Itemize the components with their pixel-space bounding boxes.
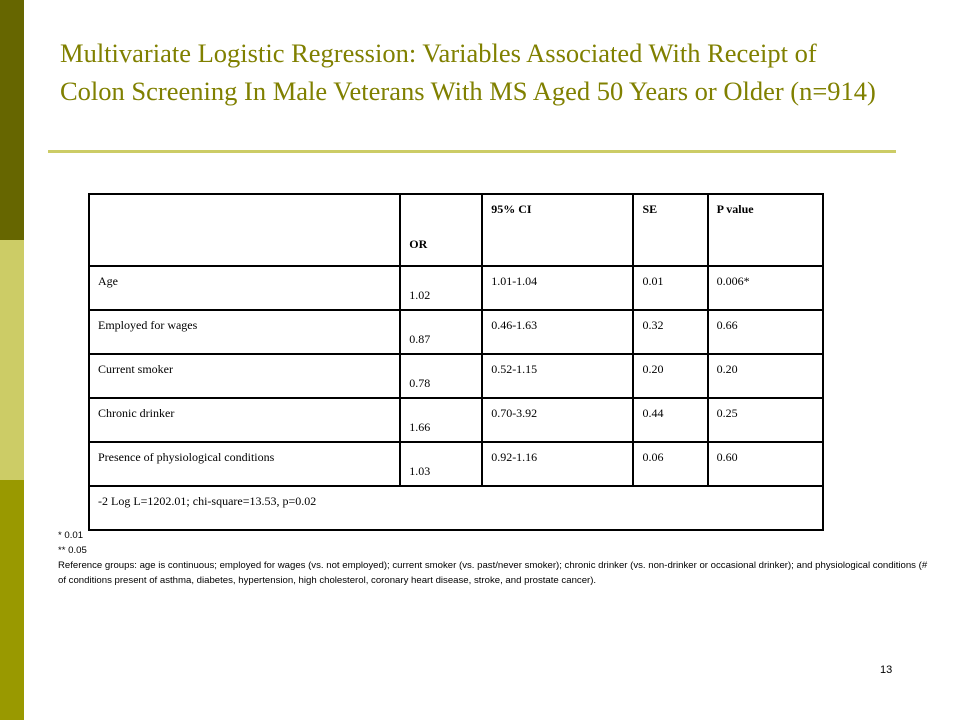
footnote-significance-2: ** 0.05 — [58, 545, 87, 556]
header-se: SE — [633, 194, 707, 266]
title-divider — [48, 150, 896, 153]
table-header-row — [89, 194, 823, 266]
cell-ci: 0.52-1.15 — [482, 354, 633, 398]
cell-variable: Employed for wages — [89, 310, 400, 354]
cell-or: 0.87 — [400, 310, 482, 354]
table-row — [89, 266, 823, 310]
table-row — [89, 310, 823, 354]
cell-variable: Age — [89, 266, 400, 310]
cell-p: 0.006* — [708, 266, 823, 310]
footnotes — [58, 528, 930, 588]
sidebar-stripe-light — [0, 240, 24, 480]
cell-p: 0.60 — [708, 442, 823, 486]
cell-p: 0.20 — [708, 354, 823, 398]
cell-or: 1.03 — [400, 442, 482, 486]
cell-or: 0.78 — [400, 354, 482, 398]
cell-ci: 1.01-1.04 — [482, 266, 633, 310]
cell-ci: 0.92-1.16 — [482, 442, 633, 486]
cell-p: 0.66 — [708, 310, 823, 354]
cell-se: 0.06 — [633, 442, 707, 486]
page-number: 13 — [880, 664, 893, 676]
cell-se: 0.01 — [633, 266, 707, 310]
cell-or: 1.02 — [400, 266, 482, 310]
regression-table — [88, 193, 824, 531]
cell-se: 0.20 — [633, 354, 707, 398]
cell-variable: Chronic drinker — [89, 398, 400, 442]
slide-title: Multivariate Logistic Regression: Variables Associated With Receipt of Colon Screening In Male Veterans With MS Aged 50 Years or Older (n=914) — [60, 38, 876, 106]
cell-ci: 0.46-1.63 — [482, 310, 633, 354]
table-row — [89, 398, 823, 442]
header-variable — [89, 194, 400, 266]
footnote-significance-1: * 0.01 — [58, 530, 84, 541]
header-ci: 95% CI — [482, 194, 633, 266]
sidebar-stripe-dark — [0, 0, 24, 240]
table-row — [89, 354, 823, 398]
footnote-reference-groups: Reference groups: age is continuous; employed for wages (vs. not employed); current smoker (vs. past/never smoker); chronic drinker (vs. non-drinker or occasional drinker); and physiological conditions (# of conditions present of asthma, diabetes, hypertension, high cholesterol, coronary heart disease, stroke, and prostate cancer). — [58, 560, 928, 586]
cell-variable: Presence of physiological conditions — [89, 442, 400, 486]
cell-p: 0.25 — [708, 398, 823, 442]
sidebar-stripe-mid — [0, 480, 24, 720]
model-fit-statistics: -2 Log L=1202.01; chi-square=13.53, p=0.02 — [89, 486, 823, 530]
header-p-value: P value — [708, 194, 823, 266]
table-footer-row — [89, 486, 823, 530]
header-or: OR — [400, 194, 482, 266]
table-row — [89, 442, 823, 486]
cell-or: 1.66 — [400, 398, 482, 442]
cell-ci: 0.70-3.92 — [482, 398, 633, 442]
cell-variable: Current smoker — [89, 354, 400, 398]
cell-se: 0.44 — [633, 398, 707, 442]
cell-se: 0.32 — [633, 310, 707, 354]
